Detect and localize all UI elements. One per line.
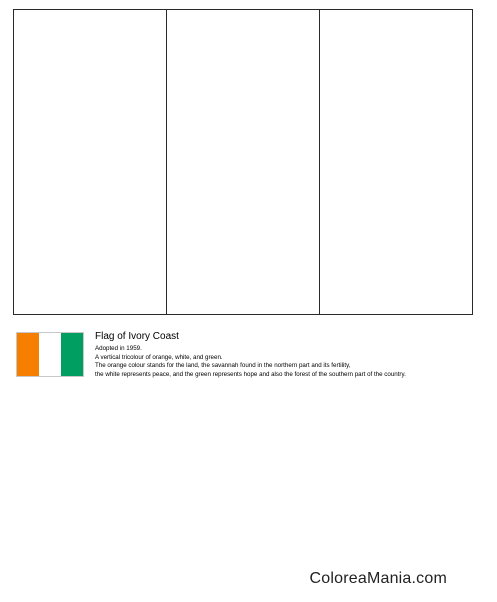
flag-title: Flag of Ivory Coast xyxy=(95,331,179,342)
site-brand-text: ColoreaMania.com xyxy=(309,570,447,587)
description-line-adopted: Adopted in 1959. xyxy=(95,345,142,352)
coloring-flag-outline xyxy=(13,9,473,315)
outline-stripe-right xyxy=(320,10,472,314)
ivory-coast-flag-thumbnail xyxy=(16,332,84,377)
description-line-tricolour: A vertical tricolour of orange, white, and green. xyxy=(95,353,223,361)
description-line-white-green-meaning: the white represents peace, and the green represents hope and also the forest of the southern part of the country. xyxy=(95,370,406,378)
outline-stripe-middle xyxy=(167,10,320,314)
description-line-orange-meaning: The orange colour stands for the land, the savannah found in the northern part and its fertility, xyxy=(95,362,351,370)
flag-stripe-green xyxy=(61,333,83,376)
flag-stripe-orange xyxy=(17,333,39,376)
flag-description xyxy=(95,331,490,379)
flag-stripe-white xyxy=(39,333,61,376)
outline-stripe-left xyxy=(14,10,167,314)
